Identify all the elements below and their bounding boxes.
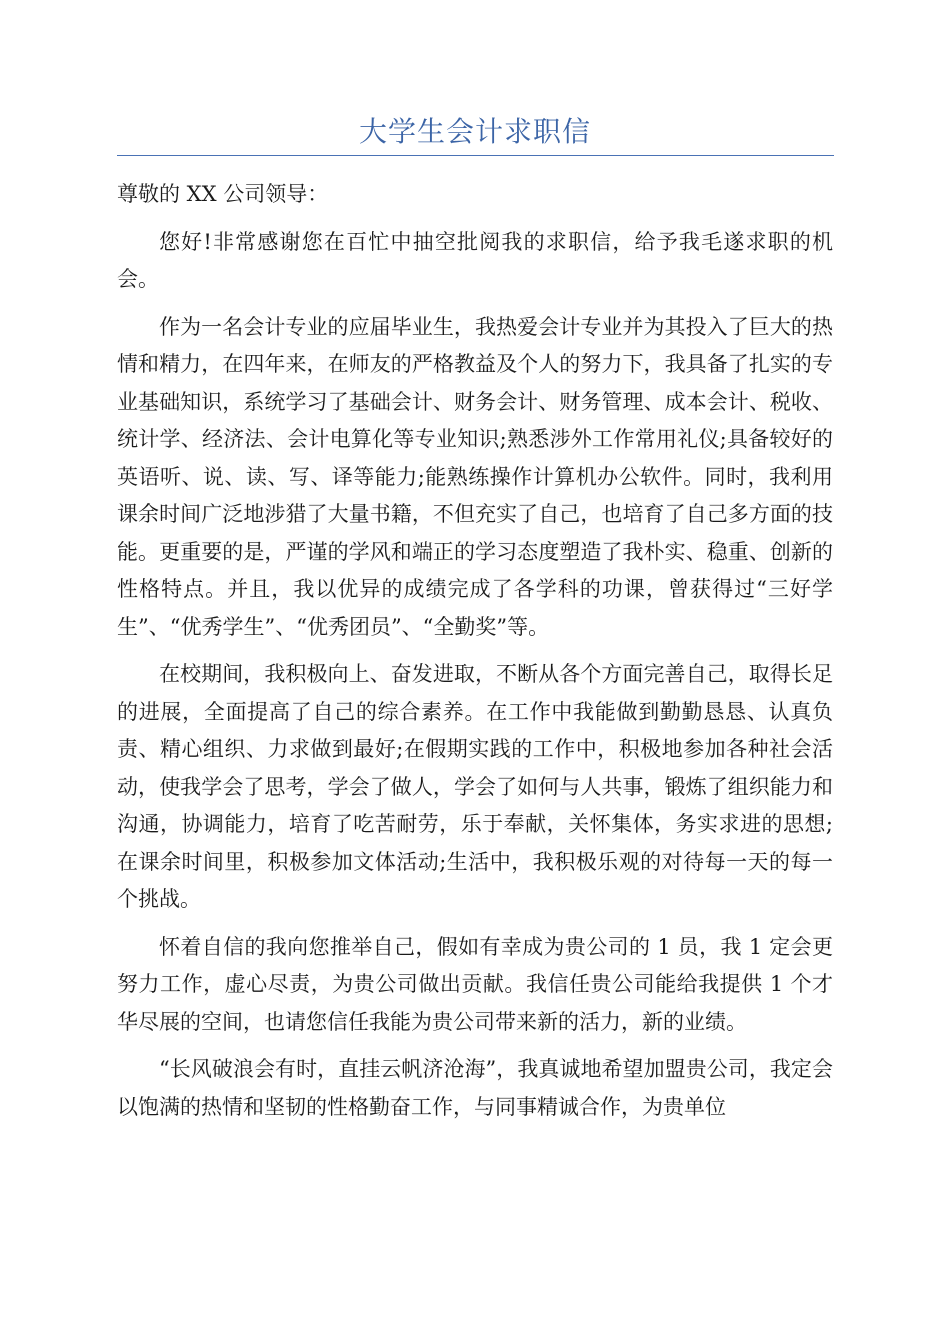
paragraph-closing: “长风破浪会有时，直挂云帆济沧海”，我真诚地希望加盟贵公司，我定会以饱满的热情和坚韧的性格勤奋工作，与同事精诚合作，为贵单位 <box>117 1057 833 1119</box>
paragraph-self-recommendation: 怀着自信的我向您推举自己，假如有幸成为贵公司的 1 员，我 1 定会更努力工作，虚心尽责，为贵公司做出贡献。我信任贵公司能给我提供 1 个才华尽展的空间，也请您信任我能为贵公司带来新的活力，新的业绩。 <box>117 934 833 1034</box>
salutation: 尊敬的 XX 公司领导： <box>117 182 329 206</box>
paragraph-campus-life: 在校期间，我积极向上、奋发进取，不断从各个方面完善自己，取得长足的进展，全面提高了自己的综合素养。在工作中我能做到勤勤恳恳、认真负责、精心组织、力求做到最好;在假期实践的工作中，积极地参加各种社会活动，使我学会了思考，学会了做人，学会了如何与人共事，锻炼了组织能力和沟通，协调能力，培育了吃苦耐劳，乐于奉献，关怀集体，务实求进的思想;在课余时间里，积极参加文体活动;生活中，我积极乐观的对待每一天的每一个挑战。 <box>117 662 833 911</box>
paragraph-education: 作为一名会计专业的应届毕业生，我热爱会计专业并为其投入了巨大的热情和精力，在四年来，在师友的严格教益及个人的努力下，我具备了扎实的专业基础知识，系统学习了基础会计、财务会计、财务管理、成本会计、税收、统计学、经济法、会计电算化等专业知识;熟悉涉外工作常用礼仪;具备较好的英语听、说、读、写、译等能力;能熟练操作计算机办公软件。同时，我利用课余时间广泛地涉猎了大量书籍，不但充实了自己，也培育了自己多方面的技能。更重要的是，严谨的学风和端正的学习态度塑造了我朴实、稳重、创新的性格特点。并且，我以优异的成绩完成了各学科的功课，曾获得过“三好学生”、“优秀学生”、“优秀团员”、“全勤奖”等。 <box>117 314 833 639</box>
document-title: 大学生会计求职信 <box>358 115 591 148</box>
paragraph-greeting: 您好!非常感谢您在百忙中抽空批阅我的求职信，给予我毛遂求职的机会。 <box>117 229 833 291</box>
title-underline <box>117 155 834 156</box>
letter-body <box>117 176 833 1136</box>
